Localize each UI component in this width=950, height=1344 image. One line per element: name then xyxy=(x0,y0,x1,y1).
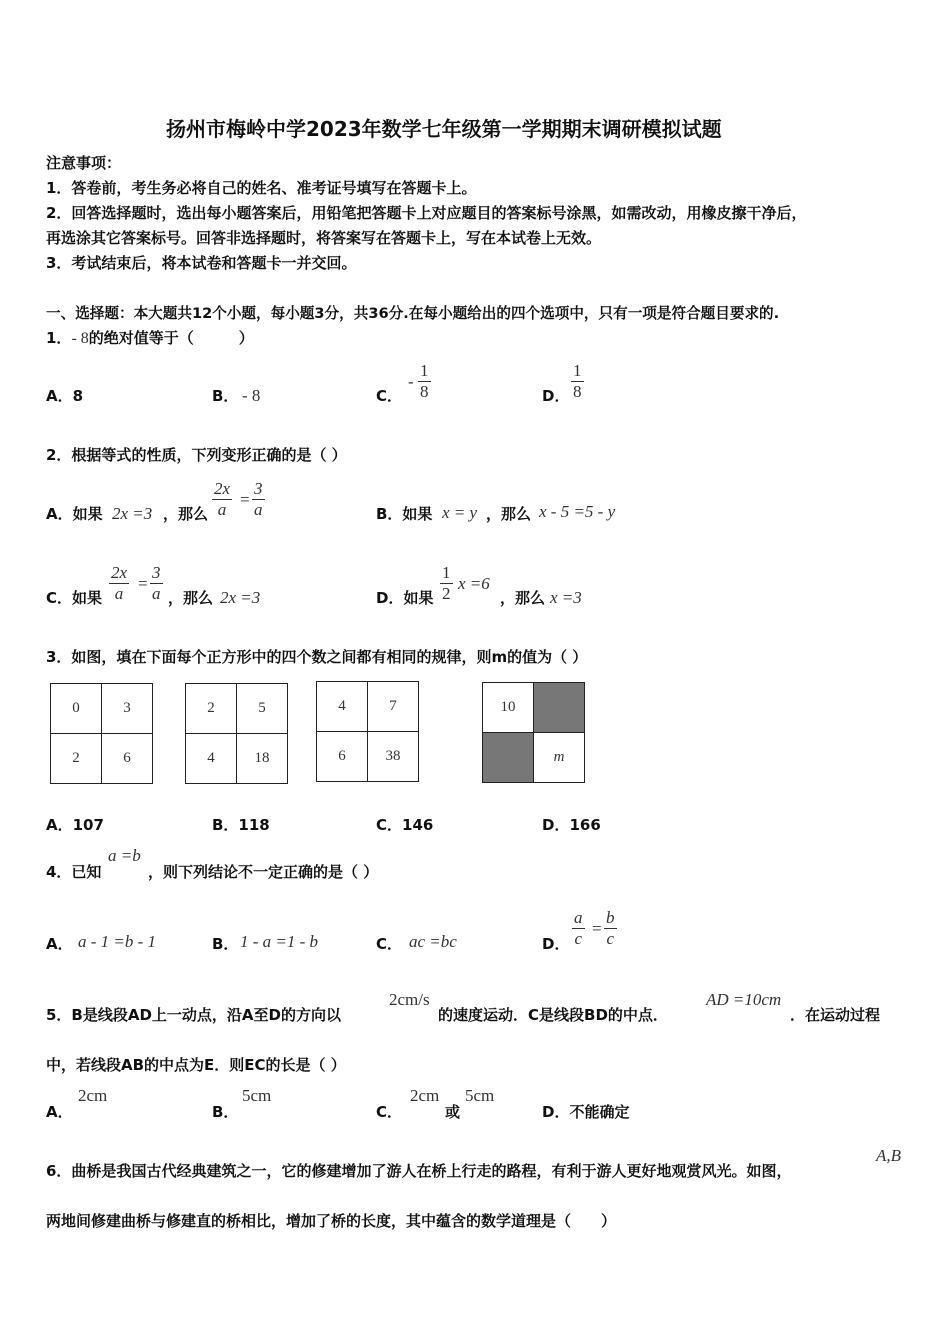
q3-s3-cell: 7 xyxy=(368,682,419,732)
q1-option-a: A．8 xyxy=(46,387,84,405)
q2-stem: 2．根据等式的性质，下列变形正确的是（ ） xyxy=(46,446,347,464)
q3-stem: 3．如图，填在下面每个正方形中的四个数之间都有相同的规律，则m的值为（ ） xyxy=(46,648,588,666)
q5-speed: 2cm/s xyxy=(389,990,430,1009)
q4-option-c: ac =bc xyxy=(409,932,457,951)
q1-number: 1． xyxy=(46,329,72,347)
q2-option-b-result: x - 5 =5 - y xyxy=(539,502,616,521)
q2-option-c-mid: ，那么 xyxy=(168,589,214,607)
q4-d-num-1: a xyxy=(574,908,583,927)
q5-stem-line2: 中，若线段AB的中点为E．则EC的长是（ ） xyxy=(46,1056,346,1074)
q2-a-fraction-1 xyxy=(212,479,232,520)
q2-option-b-mid: ，那么 xyxy=(486,505,532,523)
q1-d-denominator: 8 xyxy=(573,382,582,401)
q5-option-b-label: B． xyxy=(212,1103,239,1121)
q2-option-a-label: A．如果 xyxy=(46,505,103,523)
q3-square-4 xyxy=(482,682,585,783)
q5-stem-post: ．在运动过程 xyxy=(790,1006,881,1024)
q5-option-d: D．不能确定 xyxy=(542,1103,630,1121)
q3-s1-cell: 0 xyxy=(51,684,102,734)
q3-s4-cell-m: m xyxy=(534,733,585,783)
q6-stem-line2: 两地间修建曲桥与修建直的桥相比，增加了桥的长度，其中蕴含的数学道理是（ ） xyxy=(46,1212,617,1230)
q4-d-den-1: c xyxy=(574,929,583,948)
q3-s2-cell: 4 xyxy=(186,734,237,784)
q3-square-3 xyxy=(316,681,419,782)
q2-a-num-2: 3 xyxy=(254,479,263,498)
q3-s4-shaded-cell xyxy=(534,683,585,733)
q5-option-b: 5cm xyxy=(242,1086,272,1105)
q1-option-b: - 8 xyxy=(242,386,261,405)
q2-c-den-2: a xyxy=(152,584,161,603)
q2-a-den-2: a xyxy=(254,500,263,519)
q4-stem-pre: 4．已知 xyxy=(46,863,102,881)
q4-d-den-2: c xyxy=(606,929,615,948)
q5-option-c-or: 或 xyxy=(445,1103,461,1121)
q5-stem-pre: 5．B是线段AD上一动点，沿A至D的方向以 xyxy=(46,1006,341,1024)
q2-option-c-label: C．如果 xyxy=(46,589,103,607)
q2-a-fraction-2 xyxy=(252,479,265,520)
notice-item-3: 3．考试结束后，将本试卷和答题卡一并交回。 xyxy=(46,254,357,272)
q5-option-a-label: A． xyxy=(46,1103,73,1121)
q1-option-d-label: D． xyxy=(542,387,570,405)
q6-points-ab: A,B xyxy=(876,1146,902,1165)
notice-item-2: 2．回答选择题时，选出每小题答案后，用铅笔把答题卡上对应题目的答案标号涂黑，如需改动，用橡皮擦干净后， xyxy=(46,204,807,222)
q2-option-b-label: B．如果 xyxy=(376,505,433,523)
q4-d-equals: = xyxy=(592,919,602,938)
q1-c-numerator: 1 xyxy=(420,361,429,380)
q2-c-num-1: 2x xyxy=(111,563,128,582)
section-heading: 一、选择题：本大题共12个小题，每小题3分，共36分.在每小题给出的四个选项中，只有一项是符合题目要求的. xyxy=(46,305,780,322)
q6-stem-line1: 6．曲桥是我国古代经典建筑之一，它的修建增加了游人在桥上行走的路程，有利于游人更好地观赏风光。如图， xyxy=(46,1162,792,1180)
q3-option-b: B．118 xyxy=(212,816,270,834)
q3-option-a: A．107 xyxy=(46,816,104,834)
q3-s2-cell: 5 xyxy=(237,684,288,734)
q2-option-d-label: D．如果 xyxy=(376,589,434,607)
q2-c-fraction-2 xyxy=(150,563,163,604)
q3-s3-cell: 38 xyxy=(368,732,419,782)
notice-item-2-cont: 再选涂其它答案标号。回答非选择题时，将答案写在答题卡上，写在本试卷上无效。 xyxy=(46,229,602,247)
q2-option-d-cond: x =6 xyxy=(458,574,490,593)
q3-s1-cell: 6 xyxy=(102,734,153,784)
q3-s2-cell: 18 xyxy=(237,734,288,784)
q2-option-d-mid: ，那么 xyxy=(500,589,546,607)
q1-option-c-label: C． xyxy=(376,387,403,405)
q2-option-b-cond: x = y xyxy=(442,503,478,522)
q3-s2-cell: 2 xyxy=(186,684,237,734)
q3-square-2 xyxy=(185,683,288,784)
q2-a-equals: = xyxy=(240,490,250,509)
q3-s4-shaded-cell xyxy=(483,733,534,783)
q5-option-c-label: C． xyxy=(376,1103,403,1121)
q1-option-c-sign: - xyxy=(408,372,414,391)
q4-option-a: a - 1 =b - 1 xyxy=(78,932,157,951)
q3-s1-cell: 2 xyxy=(51,734,102,784)
q1-c-denominator: 8 xyxy=(420,382,429,401)
q2-c-den-1: a xyxy=(114,584,124,603)
q1-expr: - 8 xyxy=(71,330,89,347)
q4-option-d-label: D． xyxy=(542,935,570,953)
q2-option-a-mid: ，那么 xyxy=(163,505,209,523)
q3-square-1 xyxy=(50,683,153,784)
q2-a-den-1: a xyxy=(217,500,227,519)
q1-option-b-label: B． xyxy=(212,387,239,405)
q4-option-a-label: A． xyxy=(46,935,73,953)
q3-s4-cell: 10 xyxy=(483,683,534,733)
q4-option-b: 1 - a =1 - b xyxy=(240,932,319,951)
q5-option-c-1: 2cm xyxy=(410,1086,440,1105)
q3-s1-cell: 3 xyxy=(102,684,153,734)
notice-heading: 注意事项： xyxy=(46,154,122,172)
q5-stem-mid: 的速度运动．C是线段BD的中点． xyxy=(438,1006,668,1024)
q2-option-c-result: 2x =3 xyxy=(220,588,261,607)
q2-option-a-cond: 2x =3 xyxy=(112,504,153,523)
page-title: 扬州市梅岭中学2023年数学七年级第一学期期末调研模拟试题 xyxy=(166,117,722,141)
q4-d-num-2: b xyxy=(606,908,615,927)
q4-d-fraction-1 xyxy=(572,908,585,949)
q3-option-c: C．146 xyxy=(376,816,434,834)
q4-option-c-label: C． xyxy=(376,935,403,953)
q5-option-a: 2cm xyxy=(78,1086,108,1105)
q3-option-d: D．166 xyxy=(542,816,601,834)
q2-d-fraction xyxy=(440,563,453,604)
q5-option-c-2: 5cm xyxy=(465,1086,495,1105)
q2-d-num: 1 xyxy=(442,563,451,582)
q5-ad-length: AD =10cm xyxy=(706,990,782,1009)
q2-c-equals: = xyxy=(138,574,148,593)
q3-s3-cell: 6 xyxy=(317,732,368,782)
q4-condition: a =b xyxy=(108,846,141,865)
q3-s3-cell: 4 xyxy=(317,682,368,732)
q1-d-numerator: 1 xyxy=(573,361,582,380)
q4-stem-post: ，则下列结论不一定正确的是（ ） xyxy=(148,863,379,881)
notice-item-1: 1．答卷前，考生务必将自己的姓名、准考证号填写在答题卡上。 xyxy=(46,179,477,197)
q2-option-d-result: x =3 xyxy=(550,588,582,607)
q1-option-c-fraction xyxy=(418,361,431,402)
q1-stem xyxy=(46,327,254,348)
q1-option-d-fraction xyxy=(571,361,584,402)
q2-c-num-2: 3 xyxy=(152,563,161,582)
q2-d-den: 2 xyxy=(442,584,451,603)
q4-option-b-label: B． xyxy=(212,935,239,953)
q2-c-fraction-1 xyxy=(109,563,129,604)
q4-d-fraction-2 xyxy=(604,908,617,949)
q1-text: 的绝对值等于（ ） xyxy=(88,329,254,347)
q2-a-num-1: 2x xyxy=(214,479,231,498)
